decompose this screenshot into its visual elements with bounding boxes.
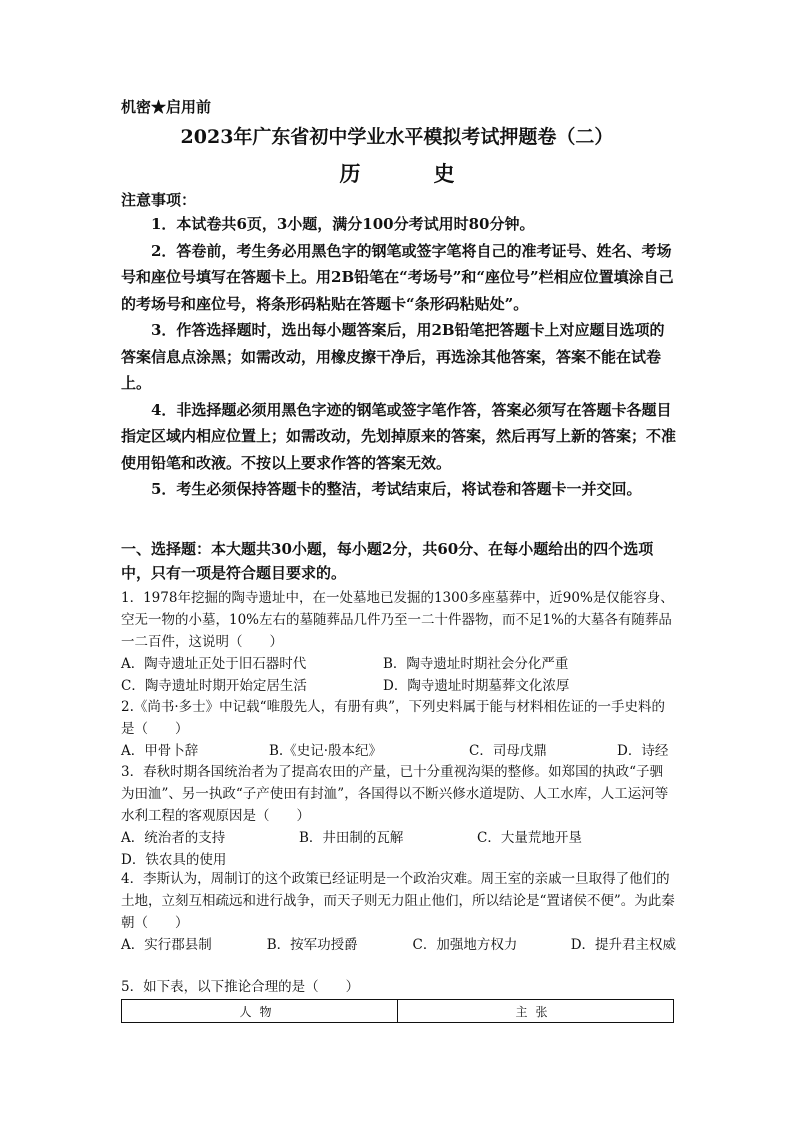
- option-c: C．加强地方权力: [412, 937, 518, 953]
- options-row: [121, 653, 676, 675]
- exam-title: 2023年广东省初中学业水平模拟考试押题卷（二）: [180, 126, 614, 148]
- table-header-person: 人物: [122, 1000, 398, 1023]
- question-5: [121, 976, 676, 998]
- question-stem: 3．春秋时期各国统治者为了提高农田的产量，已十分重视沟渠的整修。如郑国的执政“子驷为田洫”、另一执政“子产使田有封洫”，各国得以不断兴修水道堤防、人工水库，人工运河等水利工程的客观原因是（ ）: [121, 764, 669, 824]
- question-2: [121, 696, 676, 762]
- section-heading: 一、选择题：本大题共30小题，每小题2分，共60分、在每小题给出的四个选项中，只有一项是符合题目要求的。: [121, 540, 654, 582]
- question-1: [121, 587, 676, 697]
- table-header-view: 主张: [398, 1000, 674, 1023]
- option-d: D．诗经: [617, 743, 669, 759]
- question-stem: 2.《尚书·多士》中记载“唯殷先人，有册有典”，下列史料属于能与材料相佐证的一手史料的是（ ）: [121, 699, 665, 737]
- notice-item: 5．考生必须保持答题卡的整洁，考试结束后，将试卷和答题卡一并交回。: [151, 480, 642, 498]
- option-b: B．按军功授爵: [266, 937, 358, 953]
- notice-heading: 注意事项：: [121, 191, 197, 209]
- confidential-label: 机密★启用前: [121, 98, 212, 116]
- notice-item: 2．答卷前，考生务必用黑色字的钢笔或签字笔将自己的准考证号、姓名、考场号和座位号填写在答题卡上。用2B铅笔在“考场号”和“座位号”栏相应位置填涂自己的考场号和座位号，将条形码粘贴在答题卡“条形码粘贴处”。: [121, 241, 674, 313]
- notice-item: 4．非选择题必须用黑色字迹的钢笔或签字笔作答，答案必须写在答题卡各题目指定区域内相应位置上；如需改动，先划掉原来的答案，然后再写上新的答案；不准使用铅笔和改液。不按以上要求作答的答案无效。: [121, 400, 677, 472]
- options-row: [121, 740, 676, 762]
- options-row: [121, 675, 676, 697]
- option-a: A．陶寺遗址正处于旧石器时代: [121, 656, 307, 672]
- question-stem: 4．李斯认为，周制订的这个政策已经证明是一个政治灾难。周王室的亲戚一旦取得了他们的土地，立刻互相疏远和进行战争，而天子则无力阻止他们，所以结论是“置诸侯不便”。为此秦朝（ ）: [121, 871, 675, 931]
- option-c: C．陶寺遗址时期开始定居生活: [121, 678, 307, 694]
- subject-title: 历 史: [339, 161, 481, 186]
- option-a: A．甲骨卜辞: [121, 743, 199, 759]
- notice-item: 1．本试卷共6页，3小题，满分100分考试用时80分钟。: [151, 215, 535, 233]
- option-d: D．陶寺遗址时期墓葬文化浓厚: [383, 678, 570, 694]
- options-row: [121, 827, 676, 849]
- option-c: C．大量荒地开垦: [477, 830, 582, 846]
- option-b: B．陶寺遗址时期社会分化严重: [383, 656, 569, 672]
- options-row: [121, 934, 676, 956]
- option-b: B.《史记·殷本纪》: [269, 743, 383, 759]
- notice-list: [121, 211, 676, 503]
- option-b: B．井田制的瓦解: [299, 830, 404, 846]
- question-stem: 1．1978年挖掘的陶寺遗址中，在一处墓地已发掘的1300多座墓葬中，近90%是仅能容身、空无一物的小墓，10%左右的墓随葬品几件乃至一二十件器物，而不足1%的大墓各有随葬品一二百件，这说明（ ）: [121, 590, 674, 650]
- option-a: A．实行郡县制: [121, 937, 212, 953]
- option-d: D．提升君主权威: [570, 937, 677, 953]
- option-a: A．统治者的支持: [121, 830, 226, 846]
- question-4: [121, 868, 676, 956]
- question-5-table: [121, 999, 674, 1023]
- question-stem: 5．如下表，以下推论合理的是（ ）: [121, 979, 360, 995]
- question-3: [121, 761, 676, 871]
- option-c: C．司母戊鼎: [469, 743, 547, 759]
- option-d: D．铁农具的使用: [121, 852, 227, 868]
- table-header-row: [122, 1000, 674, 1023]
- notice-item: 3．作答选择题时，选出每小题答案后，用2B铅笔把答题卡上对应题目选项的答案信息点涂黑；如需改动，用橡皮擦干净后，再选涂其他答案，答案不能在试卷上。: [121, 321, 665, 392]
